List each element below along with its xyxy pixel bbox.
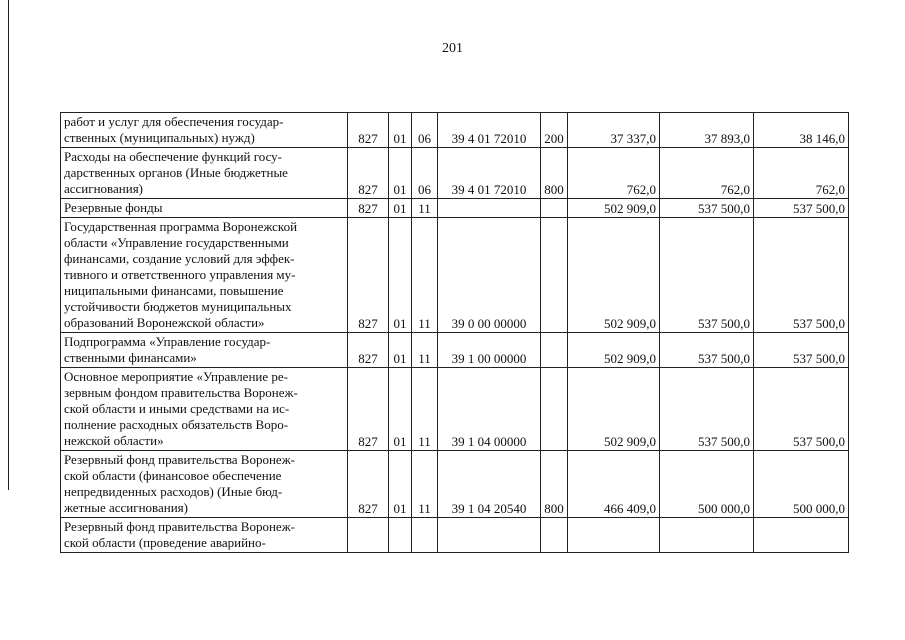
expense-kind-cell xyxy=(541,518,568,553)
expense-kind-cell xyxy=(541,199,568,218)
amount-year1-cell: 502 909,0 xyxy=(568,218,660,333)
amount-year3-cell: 537 500,0 xyxy=(754,218,849,333)
target-article-cell: 39 4 01 72010 xyxy=(438,113,541,148)
target-article-cell xyxy=(438,518,541,553)
ministry-code-cell: 827 xyxy=(348,218,389,333)
amount-year2-cell: 537 500,0 xyxy=(660,218,754,333)
section-code-cell: 01 xyxy=(389,333,412,368)
target-article-cell: 39 4 01 72010 xyxy=(438,148,541,199)
amount-year1-cell xyxy=(568,518,660,553)
table-row xyxy=(61,148,849,199)
subsection-code-cell: 11 xyxy=(412,451,438,518)
amount-year2-cell: 37 893,0 xyxy=(660,113,754,148)
amount-year1-cell: 37 337,0 xyxy=(568,113,660,148)
row-name-cell: Основное мероприятие «Управление ре- зервным фондом правительства Воронеж- ской области и иными средствами на ис- полнение расходных обязательств Воро- нежской области» xyxy=(61,368,348,451)
amount-year2-cell: 762,0 xyxy=(660,148,754,199)
target-article-cell: 39 0 00 00000 xyxy=(438,218,541,333)
section-code-cell: 01 xyxy=(389,113,412,148)
amount-year2-cell: 537 500,0 xyxy=(660,368,754,451)
amount-year1-cell: 502 909,0 xyxy=(568,199,660,218)
subsection-code-cell: 06 xyxy=(412,113,438,148)
budget-table xyxy=(60,112,849,553)
row-name-cell: Подпрограмма «Управление государ- ственными финансами» xyxy=(61,333,348,368)
section-code-cell: 01 xyxy=(389,218,412,333)
subsection-code-cell: 11 xyxy=(412,333,438,368)
table-row xyxy=(61,333,849,368)
expense-kind-cell: 200 xyxy=(541,113,568,148)
amount-year1-cell: 466 409,0 xyxy=(568,451,660,518)
page-number: 201 xyxy=(442,41,463,56)
table-row xyxy=(61,451,849,518)
row-name-cell: Резервные фонды xyxy=(61,199,348,218)
amount-year2-cell xyxy=(660,518,754,553)
amount-year2-cell: 537 500,0 xyxy=(660,199,754,218)
ministry-code-cell: 827 xyxy=(348,333,389,368)
amount-year3-cell: 537 500,0 xyxy=(754,368,849,451)
amount-year3-cell: 38 146,0 xyxy=(754,113,849,148)
ministry-code-cell: 827 xyxy=(348,113,389,148)
amount-year3-cell: 537 500,0 xyxy=(754,199,849,218)
amount-year3-cell: 500 000,0 xyxy=(754,451,849,518)
target-article-cell xyxy=(438,199,541,218)
amount-year1-cell: 502 909,0 xyxy=(568,333,660,368)
row-name-cell: Государственная программа Воронежской области «Управление государственными финансами, создание условий для эффек- тивного и ответственного управления му- ниципальными финансами, повышение устойчивости бюджетов муниципальных образований Воронежской области» xyxy=(61,218,348,333)
row-name-cell: работ и услуг для обеспечения государ- ственных (муниципальных) нужд) xyxy=(61,113,348,148)
subsection-code-cell: 11 xyxy=(412,368,438,451)
table-row xyxy=(61,518,849,553)
amount-year3-cell: 537 500,0 xyxy=(754,333,849,368)
ministry-code-cell xyxy=(348,518,389,553)
ministry-code-cell: 827 xyxy=(348,148,389,199)
amount-year2-cell: 537 500,0 xyxy=(660,333,754,368)
section-code-cell: 01 xyxy=(389,148,412,199)
subsection-code-cell xyxy=(412,518,438,553)
target-article-cell: 39 1 00 00000 xyxy=(438,333,541,368)
ministry-code-cell: 827 xyxy=(348,199,389,218)
section-code-cell: 01 xyxy=(389,368,412,451)
expense-kind-cell xyxy=(541,368,568,451)
expense-kind-cell: 800 xyxy=(541,451,568,518)
ministry-code-cell: 827 xyxy=(348,451,389,518)
target-article-cell: 39 1 04 00000 xyxy=(438,368,541,451)
subsection-code-cell: 06 xyxy=(412,148,438,199)
section-code-cell: 01 xyxy=(389,451,412,518)
budget-table-body xyxy=(61,113,849,553)
amount-year1-cell: 502 909,0 xyxy=(568,368,660,451)
subsection-code-cell: 11 xyxy=(412,199,438,218)
expense-kind-cell: 800 xyxy=(541,148,568,199)
row-name-cell: Резервный фонд правительства Воронеж- ской области (финансовое обеспечение непредвиденных расходов) (Иные бюд- жетные ассигнования) xyxy=(61,451,348,518)
amount-year3-cell: 762,0 xyxy=(754,148,849,199)
ministry-code-cell: 827 xyxy=(348,368,389,451)
section-code-cell: 01 xyxy=(389,199,412,218)
row-name-cell: Резервный фонд правительства Воронеж- ской области (проведение аварийно- xyxy=(61,518,348,553)
left-margin-rule xyxy=(8,0,9,490)
expense-kind-cell xyxy=(541,218,568,333)
table-row xyxy=(61,368,849,451)
amount-year3-cell xyxy=(754,518,849,553)
table-row xyxy=(61,199,849,218)
row-name-cell: Расходы на обеспечение функций госу- дарственных органов (Иные бюджетные ассигнования) xyxy=(61,148,348,199)
expense-kind-cell xyxy=(541,333,568,368)
subsection-code-cell: 11 xyxy=(412,218,438,333)
table-row xyxy=(61,218,849,333)
target-article-cell: 39 1 04 20540 xyxy=(438,451,541,518)
section-code-cell xyxy=(389,518,412,553)
table-row xyxy=(61,113,849,148)
amount-year2-cell: 500 000,0 xyxy=(660,451,754,518)
amount-year1-cell: 762,0 xyxy=(568,148,660,199)
